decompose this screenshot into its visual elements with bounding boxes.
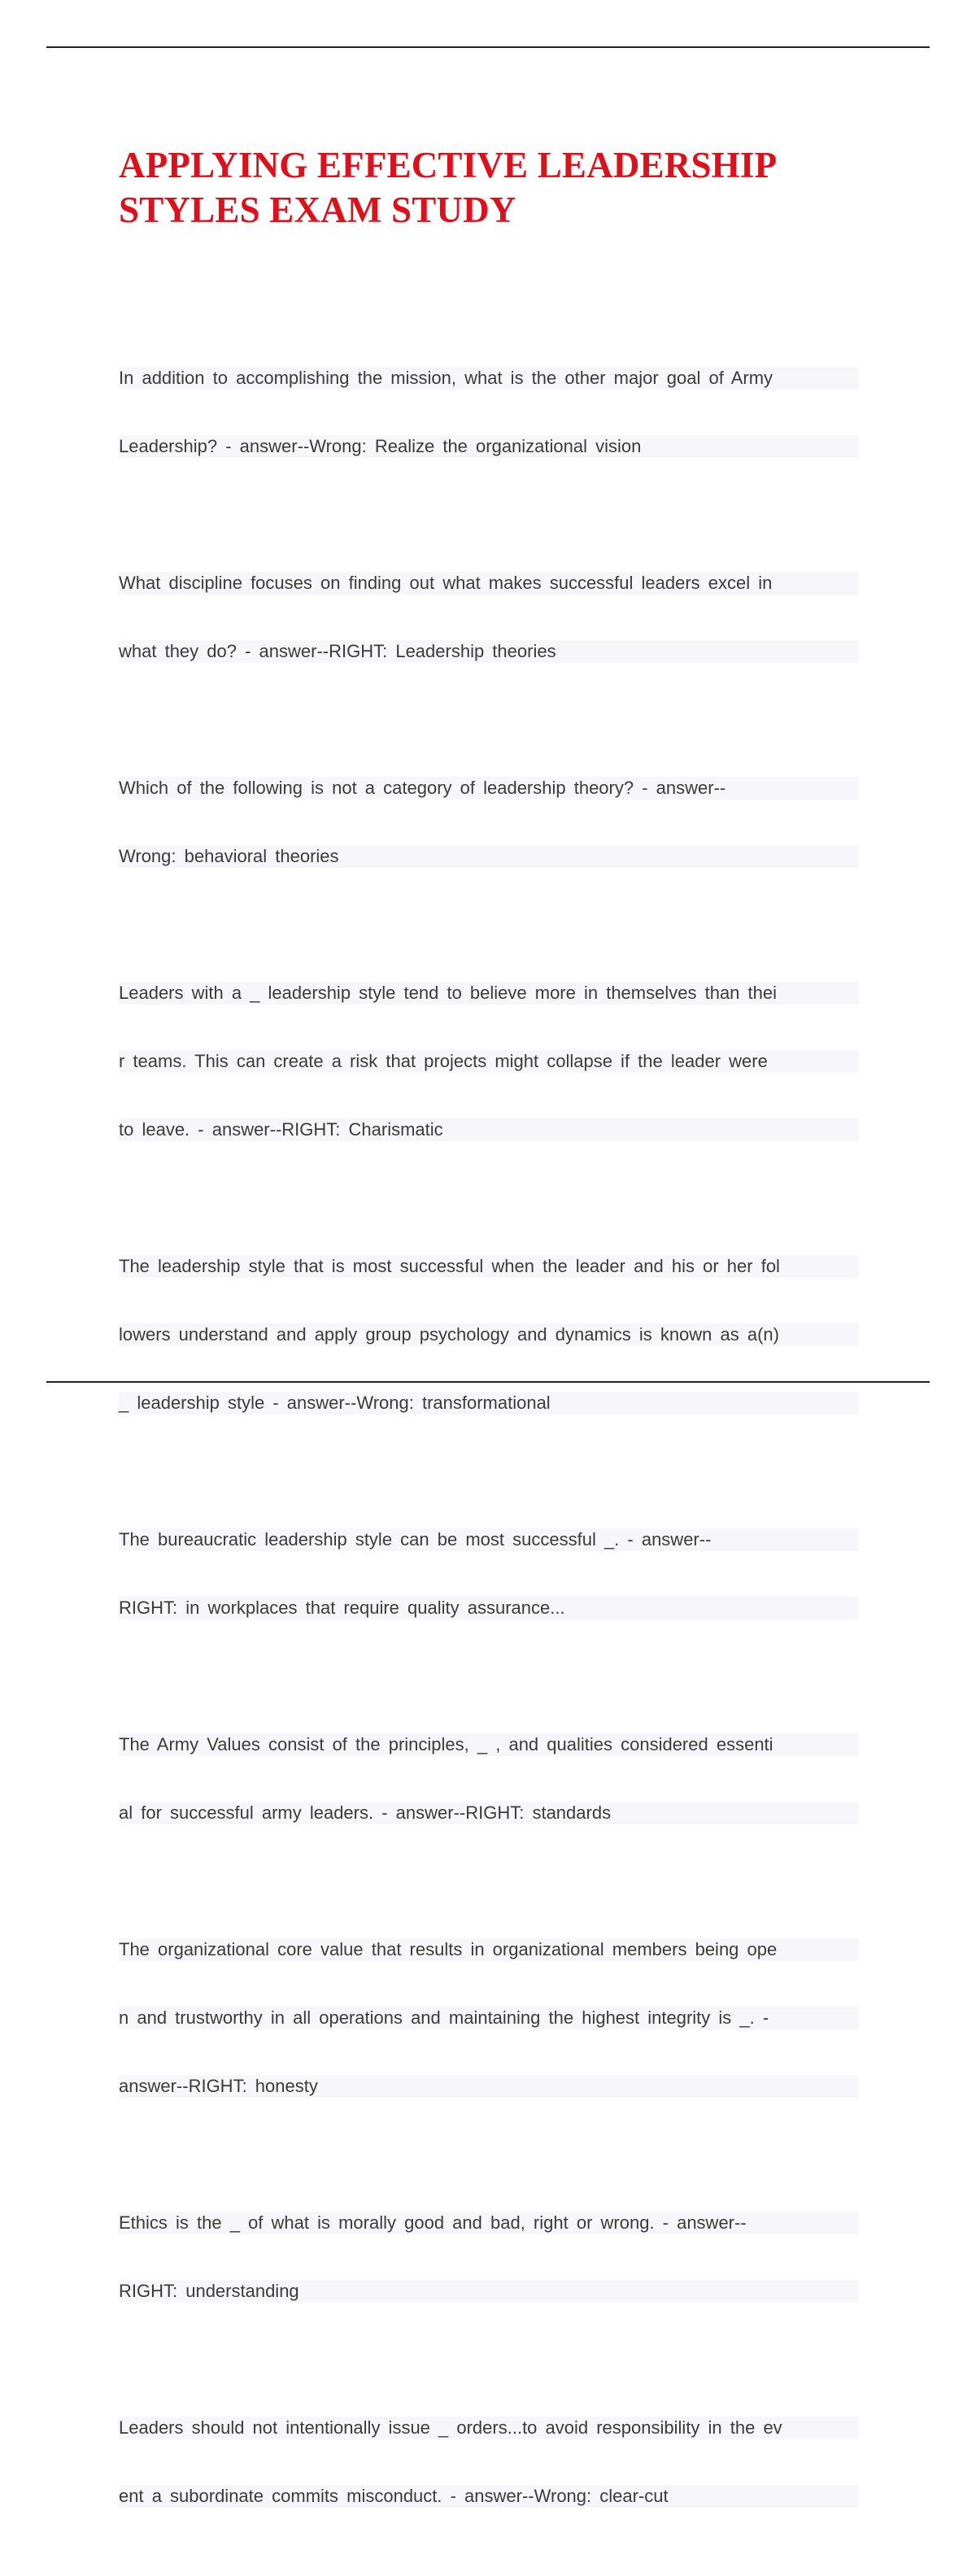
qa-line: The Army Values consist of the principles, _ , and qualities considered essenti <box>119 1733 859 1756</box>
document-title-line: STYLES EXAM STUDY <box>119 190 516 230</box>
qa-line: The organizational core value that results in organizational members being ope <box>119 1938 859 1961</box>
document-title-line: APPLYING EFFECTIVE LEADERSHIP <box>119 145 778 185</box>
qa-item <box>119 2371 859 2553</box>
qa-item <box>119 1483 859 1665</box>
qa-item <box>119 936 859 1187</box>
qa-line: answer--RIGHT: honesty <box>119 2075 859 2098</box>
qa-line: lowers understand and apply group psychology and dynamics is known as a(n) <box>119 1323 859 1346</box>
header-rule <box>46 46 930 48</box>
qa-line: The leadership style that is most successful when the leader and his or her fol <box>119 1255 859 1278</box>
document-title <box>119 143 883 233</box>
qa-line: Leaders with a _ leadership style tend to believe more in themselves than thei <box>119 982 859 1005</box>
qa-item <box>119 2166 859 2348</box>
qa-line: n and trustworthy in all operations and maintaining the highest integrity is _. - <box>119 2007 859 2029</box>
qa-line: What discipline focuses on finding out what makes successful leaders excel in <box>119 572 859 595</box>
qa-line: Leaders should not intentionally issue _ orders...to avoid responsibility in the ev <box>119 2417 859 2439</box>
qa-line: Wrong: behavioral theories <box>119 845 859 868</box>
qa-line: _ leadership style - answer--Wrong: transformational <box>119 1392 859 1414</box>
qa-line: to leave. - answer--RIGHT: Charismatic <box>119 1118 859 1141</box>
qa-line: RIGHT: understanding <box>119 2280 859 2303</box>
qa-line: al for successful army leaders. - answer--RIGHT: standards <box>119 1802 859 1824</box>
qa-item <box>119 1893 859 2143</box>
qa-line: Leadership? - answer--Wrong: Realize the organizational vision <box>119 435 859 458</box>
qa-line: what they do? - answer--RIGHT: Leadership theories <box>119 640 859 663</box>
qa-line: r teams. This can create a risk that projects might collapse if the leader were <box>119 1050 859 1073</box>
qa-item <box>119 1688 859 1870</box>
qa-line: In addition to accomplishing the mission, what is the other major goal of Army <box>119 367 859 390</box>
qa-item <box>119 321 859 503</box>
qa-line: Ethics is the _ of what is morally good and bad, right or wrong. - answer-- <box>119 2212 859 2234</box>
qa-line: ent a subordinate commits misconduct. - answer--Wrong: clear-cut <box>119 2485 859 2508</box>
qa-line: Which of the following is not a category of leadership theory? - answer-- <box>119 777 859 800</box>
qa-item <box>119 1210 859 1460</box>
qa-line: The bureaucratic leadership style can be most successful _. - answer-- <box>119 1528 859 1551</box>
qa-line: RIGHT: in workplaces that require quality assurance... <box>119 1597 859 1619</box>
qa-list <box>119 321 859 2576</box>
qa-item <box>119 731 859 913</box>
qa-item <box>119 526 859 708</box>
